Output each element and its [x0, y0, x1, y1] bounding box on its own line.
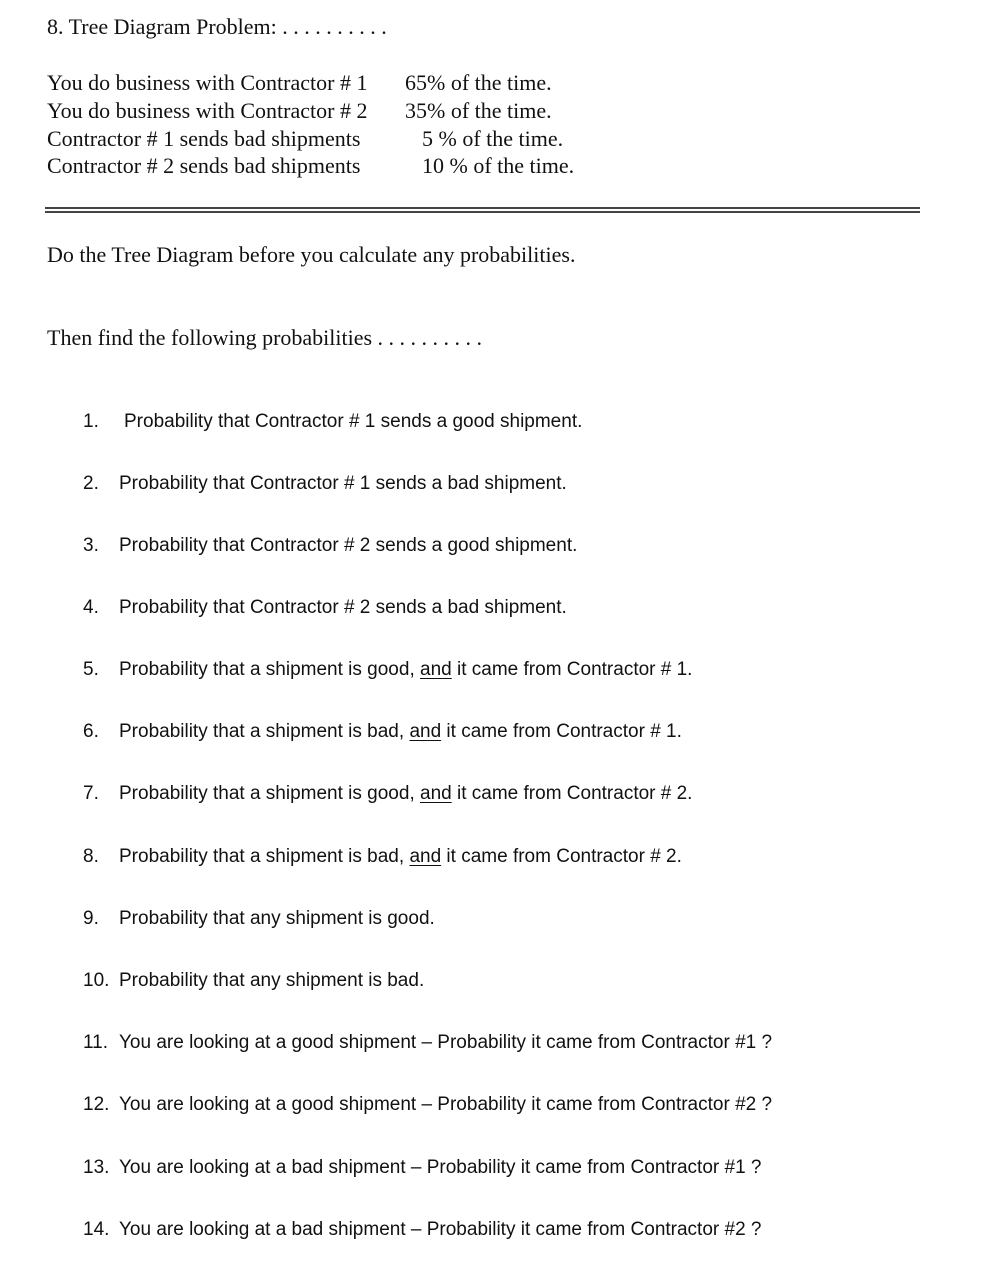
given-value: 10 % of the time.	[422, 153, 575, 178]
question-text: Probability that a shipment is good, and it came from Contractor # 2.	[119, 783, 693, 804]
question-number: 6.	[83, 721, 99, 742]
question-number: 2.	[83, 473, 99, 494]
question-text: You are looking at a good shipment – Probability it came from Contractor #1 ?	[119, 1032, 773, 1053]
instruction-find-probabilities: Then find the following probabilities . . . . . . . . . .	[47, 325, 483, 350]
question-text: Probability that any shipment is bad.	[119, 970, 425, 991]
problem-title: 8. Tree Diagram Problem: . . . . . . . . . .	[47, 14, 387, 39]
question-text: Probability that Contractor # 1 sends a good shipment.	[124, 411, 583, 432]
question-text: Probability that a shipment is bad, and it came from Contractor # 1.	[119, 721, 682, 742]
given-value: 5 % of the time.	[422, 126, 564, 151]
given-label: You do business with Contractor # 2	[47, 98, 368, 123]
given-value: 65% of the time.	[405, 70, 552, 95]
double-rule-bottom	[45, 211, 920, 213]
question-text: Probability that Contractor # 2 sends a good shipment.	[119, 535, 578, 556]
question-number: 9.	[83, 908, 99, 929]
question-text: Probability that a shipment is good, and it came from Contractor # 1.	[119, 659, 693, 680]
question-number: 12.	[83, 1094, 110, 1115]
question-number: 13.	[83, 1157, 110, 1178]
question-text: You are looking at a bad shipment – Probability it came from Contractor #2 ?	[119, 1219, 762, 1240]
given-label: You do business with Contractor # 1	[47, 70, 368, 95]
question-text: Probability that Contractor # 1 sends a bad shipment.	[119, 473, 567, 494]
given-label: Contractor # 1 sends bad shipments	[47, 126, 361, 151]
given-value: 35% of the time.	[405, 98, 552, 123]
question-number: 1.	[83, 411, 99, 432]
given-label: Contractor # 2 sends bad shipments	[47, 153, 361, 178]
question-number: 3.	[83, 535, 99, 556]
question-number: 8.	[83, 846, 99, 867]
question-text: Probability that any shipment is good.	[119, 908, 435, 929]
question-text: You are looking at a bad shipment – Probability it came from Contractor #1 ?	[119, 1157, 762, 1178]
question-text: Probability that Contractor # 2 sends a bad shipment.	[119, 597, 567, 618]
question-number: 5.	[83, 659, 99, 680]
question-number: 14.	[83, 1219, 110, 1240]
question-text: Probability that a shipment is bad, and it came from Contractor # 2.	[119, 846, 682, 867]
question-number: 10.	[83, 970, 110, 991]
instruction-tree-diagram: Do the Tree Diagram before you calculate any probabilities.	[47, 242, 576, 267]
question-text: You are looking at a good shipment – Probability it came from Contractor #2 ?	[119, 1094, 773, 1115]
question-number: 11.	[83, 1032, 109, 1053]
double-rule-top	[45, 207, 920, 209]
question-number: 7.	[83, 783, 99, 804]
question-number: 4.	[83, 597, 99, 618]
